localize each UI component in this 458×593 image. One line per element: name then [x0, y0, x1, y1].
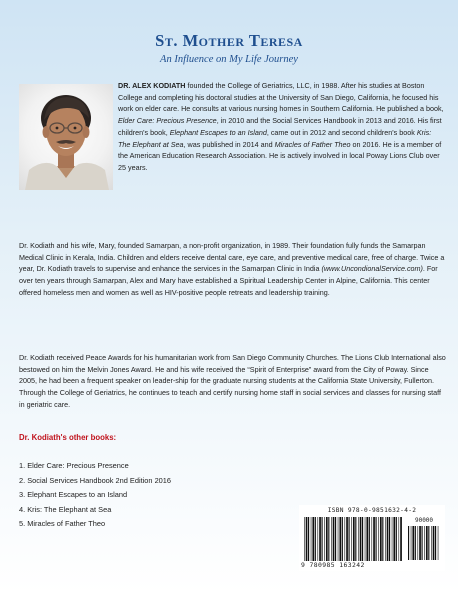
awards-paragraph: Dr. Kodiath received Peace Awards for his humanitarian work from San Diego Community Churches. The Lions Club International also bestowed on him the Melvin Jones Award. He and his wife received the “Spirit of Enterprise” award from the City of Poway. Since 2005, he had been a frequent speaker on leader-ship for the graduate nursing students at the California State University, Fullerton. Through the College of Geriatrics, he continues to teach and certify nursing home staff in social services and classes for nursing staff in geriatric care. — [19, 353, 446, 409]
author-bio-paragraph — [118, 80, 444, 174]
samarpan-text: . For over ten years through Samarpan, Alex and Mary have established a Spiritual Leadership Center in Alpine, California. This center offered homeless men and women as well as HIV-positive people retreats and leadership training. — [19, 264, 438, 297]
isbn-barcode — [299, 505, 445, 571]
barcode-addon-number: 90000 — [414, 517, 434, 524]
isbn-number: ISBN 978-0-9851632-4-2 — [327, 507, 417, 514]
list-item: 4. Kris: The Elephant at Sea — [19, 504, 112, 514]
book-title-miracles: Miracles of Father Theo — [274, 139, 351, 149]
bio-text: , was published in 2014 and — [183, 139, 275, 149]
book-subtitle: An Influence on My Life Journey — [160, 54, 298, 65]
author-photo — [19, 84, 113, 190]
bio-text: founded the College of Geriatrics, LLC, in 1988. After his studies at Boston College and completing his doctoral studies at the University of San Diego, California, he focused his work on elder care. He consults at various nursing homes in Southern California. He published a book, — [118, 81, 444, 114]
bio-text: , came out in 2012 and second children's book — [266, 127, 417, 137]
bio-text: on 2016. He is a member of the American Education Research Association. He is actively involved in local Poway Lions Club over 25 years. — [118, 139, 442, 172]
book-title-elder-care: Elder Care: Precious Presence — [118, 116, 217, 126]
author-name: DR. ALEX KODIATH — [118, 81, 186, 90]
book-title: St. Mother Teresa — [155, 31, 303, 50]
list-item: 3. Elephant Escapes to an Island — [19, 490, 128, 499]
list-item: 2. Social Services Handbook 2nd Edition 2016 — [19, 475, 172, 485]
barcode-addon-bars — [407, 526, 441, 560]
other-books-list — [19, 459, 171, 532]
book-title-elephant-escapes: Elephant Escapes to an Island — [169, 127, 267, 137]
bio-text: , in 2010 and the Social Services Handbook in 2013 and 2016. His first children's book, — [118, 116, 442, 137]
list-item: 1. Elder Care: Precious Presence — [19, 461, 129, 470]
website-link-text: (www.UncondionalService.com) — [321, 264, 423, 274]
samarpan-paragraph — [19, 240, 446, 299]
book-title-kris: Kris: The Elephant at Sea — [118, 127, 432, 149]
barcode-digits: 9 780985 163242 — [301, 561, 365, 569]
other-books-heading: Dr. Kodiath's other books: — [19, 433, 117, 442]
barcode-bars — [303, 517, 403, 561]
list-item: 5. Miracles of Father Theo — [19, 519, 106, 528]
samarpan-text: Dr. Kodiath and his wife, Mary, founded Samarpan, a non-profit organization, in 1989. Their foundation fully funds the Samarpan Medical Clinic in Kerala, India. Children and elders receive dental care, eye care, and preventive medical care, free of charge. Twice a year, Dr. Kodiath travels to supervise and enhance the services in the Samarpan Clinic in India — [19, 241, 445, 274]
